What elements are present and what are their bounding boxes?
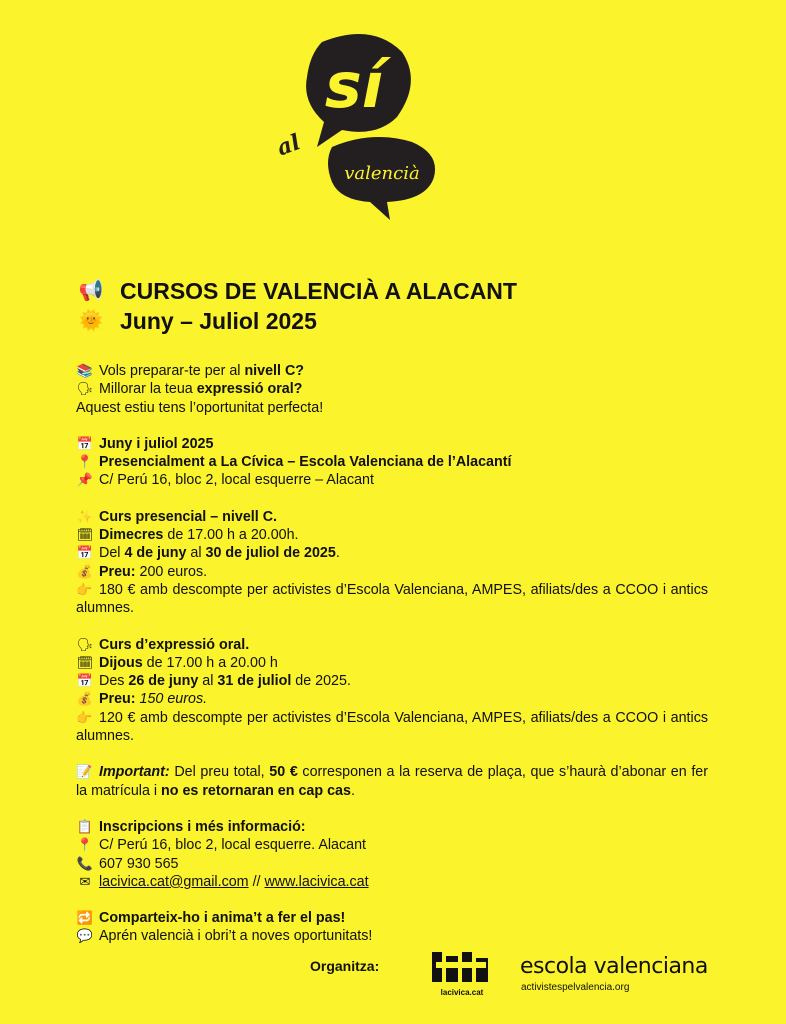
organizers-footer [0, 948, 786, 1008]
schedule-icon: 🗓 [76, 654, 94, 670]
course2-block: 🗣 Curs d’expressió oral. 🗓 Dijous de 17.00 h a 20.00 h 📅 Des 26 de juny al 31 de juliol de 2025. 💰 Preu: 150 euros. 👉 120 € amb descompte per activistes d’Escola Valenciana, AMPES, afiliats/des a CCOO i antics alumnes. [76, 636, 708, 745]
memo-icon: 📝 [76, 764, 93, 780]
email-icon: ✉ [79, 873, 91, 889]
heading-line2: 🌞 Juny – Juliol 2025 [76, 306, 708, 336]
svg-text:al: al [273, 129, 304, 162]
escola-valenciana-logo: escola valenciana [520, 954, 708, 979]
books-icon: 📚 [76, 363, 94, 378]
lacivica-logo-text: lacivica.cat [440, 988, 484, 997]
svg-text:valencià: valencià [344, 163, 420, 184]
calendar-icon: 📅 [76, 673, 94, 689]
pin-icon: 📍 [76, 454, 94, 470]
closing-block: 🔁 Comparteix-ho i anima’t a fer el pas! 💬 Aprén valencià i obri’t a noves oportunitats! [76, 910, 373, 945]
sun-icon: 🌞 [78, 310, 104, 332]
email-link[interactable]: lacivica.cat@gmail.com [99, 873, 249, 890]
money-bag-icon: 💰 [76, 563, 94, 579]
sparkle-icon: ✨ [76, 508, 94, 524]
calendar-icon: 📅 [76, 435, 94, 451]
calendar-icon: 📅 [76, 545, 94, 561]
phone-icon: 📞 [76, 855, 94, 871]
clipboard-icon: 📋 [76, 818, 94, 834]
speaking-icon: 🗣 [76, 381, 94, 397]
pointing-hand-icon: 👉 [76, 581, 93, 597]
pointing-hand-icon: 👉 [76, 709, 93, 725]
location-block: 📅 Juny i juliol 2025 📍 Presencialment a La Cívica – Escola Valenciana de l’Alacantí 📌 C/ Perú 16, bloc 2, local esquerre – Alacant [76, 435, 512, 489]
speech-bubble-icon: 💬 [76, 928, 94, 944]
escola-valenciana-url: activistespelvalencia.org [521, 982, 630, 993]
speaking-head-icon: 🗣 [76, 636, 94, 652]
pin-icon: 📍 [76, 837, 94, 853]
svg-text:sí: sí [324, 49, 384, 122]
share-icon: 🔁 [76, 910, 94, 926]
website-link[interactable]: www.lacivica.cat [264, 873, 369, 890]
schedule-icon: 🗓 [76, 527, 94, 543]
course1-block: ✨ Curs presencial – nivell C. 🗓 Dimecres de 17.00 h a 20.00h. 📅 Del 4 de juny al 30 de juliol de 2025. 💰 Preu: 200 euros. 👉 180 € amb descompte per activistes d’Escola Valenciana, AMPES, afiliats/des a CCOO i antics alumnes. [76, 508, 708, 617]
organizers-label: Organitza: [310, 958, 380, 974]
pushpin-icon: 📌 [76, 472, 94, 488]
important-block: 📝 Important: Del preu total, 50 € corresponen a la reserva de plaça, que s’haurà d’abonar en fer la matrícula i no es retornaran en cap cas. [76, 764, 709, 799]
si-al-valencia-logo [262, 22, 462, 222]
heading-line1: 📢 CURSOS DE VALENCIÀ A ALACANT [76, 276, 708, 306]
contact-block: 📋 Inscripcions i més informació: 📍 C/ Perú 16, bloc 2, local esquerre. Alacant 📞 607 930 565 ✉ lacivica.cat@gmail.com // www.lacivica.cat [76, 818, 369, 890]
intro-block: 📚 Vols preparar-te per al nivell C? 🗣 Millorar la teua expressió oral? Aquest estiu tens l’oportunitat perfecta! [76, 363, 324, 416]
flyer-content [76, 276, 708, 946]
money-bag-icon: 💰 [76, 691, 94, 707]
megaphone-icon: 📢 [78, 280, 104, 302]
